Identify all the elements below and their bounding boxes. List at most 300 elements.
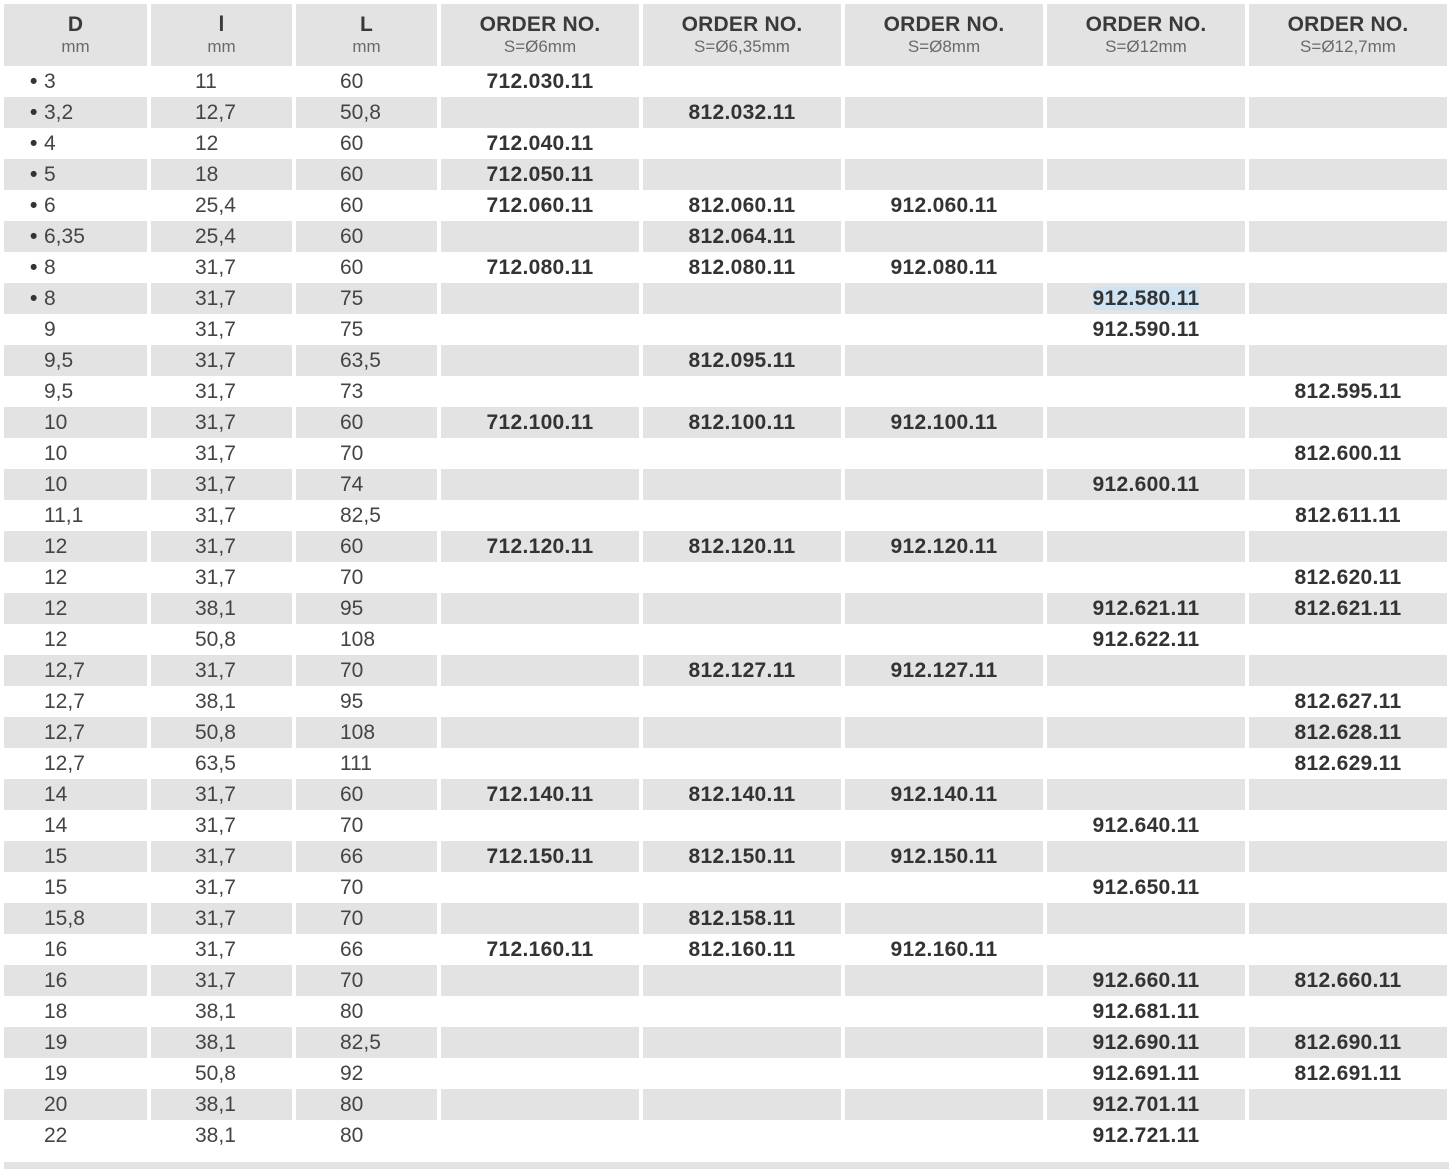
bullet-marker: • [30,101,38,124]
cell-d [4,686,147,717]
cell-order-no [1249,655,1447,686]
cell-L: 60 [296,159,437,190]
cell-order-no [845,345,1043,376]
cell-order-no [845,965,1043,996]
cell-order-no [643,593,841,624]
cell-l: 50,8 [195,1062,236,1085]
cell-order-no [441,841,639,872]
cell-order-no [1047,686,1245,717]
cell-order-no [1047,97,1245,128]
cell-order-no [845,128,1043,159]
header-L: L mm [296,4,437,66]
table-row [4,1120,1447,1151]
cell-d [4,655,147,686]
cell-L: 95 [296,593,437,624]
cell-order-no [643,190,841,221]
cell-order-no [1249,996,1447,1027]
cell-order-no [1249,314,1447,345]
d-value: 16 [44,969,68,992]
cell-order-no [1249,1027,1447,1058]
order-number: 912.150.11 [890,845,998,868]
cell-order-no [441,934,639,965]
cell-d [4,1058,147,1089]
order-number: 812.611.11 [1295,504,1401,527]
table-row [4,190,1447,221]
order-number: 912.621.11 [1092,597,1200,620]
cell-d [4,407,147,438]
cell-d [4,159,147,190]
cell-d [4,376,147,407]
cell-order-no [1249,624,1447,655]
cell-order-no [1249,221,1447,252]
table-row [4,1027,1447,1058]
table-row [4,717,1447,748]
cell-order-no [845,190,1043,221]
cell-d [4,717,147,748]
cell-d [4,810,147,841]
d-value: 10 [44,411,68,434]
cell-order-no [845,593,1043,624]
cell-order-no [1047,407,1245,438]
d-value: 15,8 [44,907,85,930]
cell-order-no [1047,593,1245,624]
cell-order-no [1047,1027,1245,1058]
order-number: 912.127.11 [890,659,998,682]
table-row [4,345,1447,376]
order-number: 912.590.11 [1092,318,1200,341]
order-number: 812.080.11 [688,256,796,279]
cell-d [4,748,147,779]
cell-l: 31,7 [195,380,236,403]
d-value: 18 [44,1000,68,1023]
d-value: 10 [44,473,68,496]
cell-order-no [845,779,1043,810]
cell-l: 31,7 [151,407,292,438]
order-number: 712.120.11 [486,535,594,558]
cell-order-no [1249,965,1447,996]
order-number: 912.060.11 [890,194,998,217]
d-value: 12,7 [44,659,85,682]
cell-order-no [1047,252,1245,283]
order-number: 812.140.11 [688,783,796,806]
cell-order-no [1047,1058,1245,1089]
cell-order-no [845,314,1043,345]
header-order-12mm: ORDER NO. S=Ø12mm [1047,4,1245,66]
cell-d [4,934,147,965]
cell-d [4,903,147,934]
cell-order-no [1249,500,1447,531]
cell-L: 60 [340,194,364,217]
cell-l: 38,1 [151,593,292,624]
cell-order-no [643,221,841,252]
cell-L: 60 [296,221,437,252]
cell-order-no [441,314,639,345]
cell-l: 31,7 [151,903,292,934]
cell-order-no [1047,717,1245,748]
d-value: 6,35 [44,225,85,248]
bullet-marker: • [30,225,38,248]
cell-l: 31,7 [195,938,236,961]
cell-order-no [845,283,1043,314]
d-value: 12 [44,597,68,620]
cell-order-no [845,810,1043,841]
bullet-marker: • [30,256,38,279]
d-value: 8 [44,287,56,310]
cell-order-no [441,159,639,190]
cell-order-no [1249,686,1447,717]
cell-d [4,252,147,283]
cell-d [4,190,147,221]
d-value: 12 [44,566,68,589]
order-number: 812.690.11 [1294,1031,1402,1054]
table-row [4,841,1447,872]
cell-l: 12 [195,132,219,155]
bullet-marker: • [30,132,38,155]
cell-order-no [441,996,639,1027]
cell-order-no [643,97,841,128]
order-number: 912.660.11 [1092,969,1200,992]
order-number: 912.100.11 [890,411,998,434]
cell-order-no [643,934,841,965]
cell-order-no [845,934,1043,965]
cell-L: 50,8 [296,97,437,128]
cell-d [4,996,147,1027]
cell-order-no [1249,903,1447,934]
cell-l: 31,7 [151,655,292,686]
d-value: 22 [44,1124,68,1147]
cell-d [4,221,147,252]
cell-l: 31,7 [151,345,292,376]
cell-d [4,97,147,128]
cell-order-no [845,438,1043,469]
header-order-12-7mm: ORDER NO. S=Ø12,7mm [1249,4,1447,66]
order-number: 812.620.11 [1294,566,1402,589]
cell-order-no [1249,407,1447,438]
bullet-marker: • [30,70,38,93]
cell-order-no [441,872,639,903]
cell-order-no [1047,841,1245,872]
cell-order-no [845,655,1043,686]
cell-d [4,1089,147,1120]
header-order-8mm: ORDER NO. S=Ø8mm [845,4,1043,66]
table-row [4,562,1447,593]
order-number: 812.691.11 [1294,1062,1402,1085]
cell-order-no [441,469,639,500]
cell-order-no [845,407,1043,438]
header-row [4,4,1447,66]
cell-order-no [643,314,841,345]
table-row [4,965,1447,996]
cell-order-no [1047,1120,1245,1151]
order-number: 912.650.11 [1092,876,1200,899]
cell-L: 80 [340,1124,364,1147]
cell-d [4,562,147,593]
cell-order-no [1047,655,1245,686]
cell-l: 25,4 [151,221,292,252]
cell-L: 60 [296,407,437,438]
table-row [4,655,1447,686]
cell-order-no [845,717,1043,748]
cell-order-no [643,655,841,686]
cell-l: 38,1 [195,690,236,713]
cell-order-no [441,283,639,314]
order-number: 912.721.11 [1092,1124,1200,1147]
table-row [4,283,1447,314]
cell-d [4,283,147,314]
order-number: 812.629.11 [1294,752,1402,775]
cell-order-no [643,903,841,934]
cell-L: 60 [296,531,437,562]
cell-order-no [441,1058,639,1089]
cell-l: 31,7 [195,814,236,837]
order-number: 712.060.11 [486,194,594,217]
order-number: 812.127.11 [688,659,796,682]
cell-l: 31,7 [195,504,236,527]
d-value: 19 [44,1031,68,1054]
d-value: 3 [44,70,56,93]
order-number: 812.158.11 [688,907,796,930]
order-number: 712.040.11 [486,132,594,155]
order-number: 812.627.11 [1294,690,1402,713]
cell-order-no [1047,221,1245,252]
cell-order-no [1249,128,1447,159]
cell-l: 31,7 [151,531,292,562]
cell-d [4,1120,147,1151]
d-value: 8 [44,256,56,279]
order-number: 712.080.11 [486,256,594,279]
cell-order-no [1047,500,1245,531]
cell-d [4,531,147,562]
cell-order-no [1047,624,1245,655]
cell-order-no [441,655,639,686]
cell-order-no [1047,965,1245,996]
cell-l: 50,8 [151,717,292,748]
cell-order-no [1047,159,1245,190]
cell-d [4,965,147,996]
cell-order-no [845,66,1043,97]
cell-order-no [1249,593,1447,624]
cell-order-no [643,345,841,376]
header-order-6mm: ORDER NO. S=Ø6mm [441,4,639,66]
cell-order-no [845,1089,1043,1120]
d-value: 5 [44,163,56,186]
cell-d [4,345,147,376]
order-number: 812.595.11 [1294,380,1402,403]
order-number: 912.701.11 [1092,1093,1200,1116]
cell-order-no [1047,872,1245,903]
cell-L: 108 [340,628,376,651]
order-number: 812.120.11 [688,535,796,558]
d-value: 4 [44,132,56,155]
cell-L: 74 [296,469,437,500]
d-value: 12 [44,535,68,558]
table-row [4,252,1447,283]
cell-order-no [1249,841,1447,872]
cell-order-no [643,965,841,996]
cell-order-no [845,221,1043,252]
cell-order-no [1047,190,1245,221]
cell-order-no [1249,283,1447,314]
header-d: D mm [4,4,147,66]
cell-order-no [1047,345,1245,376]
cell-l: 31,7 [195,256,236,279]
table-row [4,314,1447,345]
order-number: 912.160.11 [890,938,998,961]
cell-order-no [1047,314,1245,345]
table-row [4,934,1447,965]
cell-L: 66 [296,841,437,872]
cell-L: 70 [340,566,364,589]
d-value: 15 [44,845,68,868]
d-value: 12,7 [44,690,85,713]
cell-order-no [845,562,1043,593]
cell-order-no [643,841,841,872]
cell-order-no [643,779,841,810]
d-value: 12,7 [44,721,85,744]
cell-order-no [845,1058,1043,1089]
table-row [4,624,1447,655]
cell-L: 75 [340,318,364,341]
cell-l: 11 [195,70,217,93]
cell-L: 82,5 [340,504,381,527]
cell-order-no [1249,97,1447,128]
cell-order-no [643,500,841,531]
d-value: 16 [44,938,68,961]
order-number: 812.660.11 [1294,969,1402,992]
cell-order-no [1249,376,1447,407]
cell-order-no [1249,810,1447,841]
cell-d [4,438,147,469]
table-row [4,996,1447,1027]
cell-l: 38,1 [151,1089,292,1120]
table-row [4,500,1447,531]
cell-order-no [845,996,1043,1027]
bullet-marker: • [30,287,38,310]
cell-order-no [1047,748,1245,779]
cell-order-no [845,841,1043,872]
cell-order-no [1047,779,1245,810]
cell-order-no [441,1120,639,1151]
cell-L: 63,5 [296,345,437,376]
order-number: 912.140.11 [890,783,998,806]
cell-order-no [845,376,1043,407]
cell-order-no [1047,469,1245,500]
order-number: 812.628.11 [1294,721,1402,744]
table-row [4,97,1447,128]
order-number: 912.600.11 [1092,473,1200,496]
d-value: 10 [44,442,68,465]
table-row [4,66,1447,97]
cell-order-no [1249,1058,1447,1089]
cell-order-no [1249,562,1447,593]
order-number: 812.160.11 [688,938,796,961]
cell-order-no [643,376,841,407]
table-row [4,221,1447,252]
d-value: 12 [44,628,68,651]
cell-order-no [643,996,841,1027]
d-value: 14 [44,814,68,837]
order-number: 912.640.11 [1092,814,1200,837]
d-value: 12,7 [44,752,85,775]
cell-order-no [643,531,841,562]
cell-order-no [845,469,1043,500]
cell-order-no [441,376,639,407]
d-value: 20 [44,1093,68,1116]
order-number: 812.032.11 [688,101,796,124]
cell-d [4,469,147,500]
table-row [4,748,1447,779]
cell-order-no [643,562,841,593]
table-row [4,872,1447,903]
cell-order-no [1047,1089,1245,1120]
cell-d [4,779,147,810]
order-number: 812.064.11 [688,225,796,248]
cell-order-no [1249,438,1447,469]
table-row [4,128,1447,159]
cell-order-no [1047,128,1245,159]
order-number: 712.050.11 [486,163,594,186]
order-number: 712.100.11 [486,411,594,434]
d-value: 14 [44,783,68,806]
d-value: 9,5 [44,349,74,372]
cell-order-no [845,97,1043,128]
cell-order-no [441,748,639,779]
cell-order-no [441,779,639,810]
cell-d [4,872,147,903]
cell-L: 82,5 [296,1027,437,1058]
d-value: 15 [44,876,68,899]
order-number: 712.150.11 [486,845,594,868]
cell-l: 31,7 [151,841,292,872]
cell-L: 73 [340,380,364,403]
order-number: 812.060.11 [688,194,796,217]
cell-L: 70 [340,814,364,837]
cell-l: 25,4 [195,194,236,217]
cell-l: 38,1 [195,1000,236,1023]
cell-order-no [1249,748,1447,779]
cell-order-no [1249,252,1447,283]
cell-order-no [1047,996,1245,1027]
table-row [4,686,1447,717]
cell-order-no [643,66,841,97]
cell-L: 80 [296,1089,437,1120]
table-row [4,903,1447,934]
order-table [0,4,1451,1151]
cell-order-no [643,717,841,748]
cell-order-no [845,1027,1043,1058]
cell-L: 80 [340,1000,364,1023]
cell-L: 70 [296,903,437,934]
cell-order-no [1047,903,1245,934]
footer-strip [4,1162,1449,1169]
cell-order-no [1249,469,1447,500]
cell-order-no [643,159,841,190]
order-number: 912.080.11 [890,256,998,279]
order-number: 912.622.11 [1092,628,1200,651]
cell-order-no [845,159,1043,190]
cell-order-no [1047,66,1245,97]
cell-L: 108 [296,717,437,748]
table-row [4,438,1447,469]
cell-order-no [441,97,639,128]
cell-order-no [845,1120,1043,1151]
cell-order-no [1249,779,1447,810]
cell-l: 31,7 [195,318,236,341]
order-number: 912.691.11 [1092,1062,1200,1085]
cell-L: 95 [340,690,364,713]
cell-order-no [845,686,1043,717]
order-number: 812.100.11 [688,411,796,434]
